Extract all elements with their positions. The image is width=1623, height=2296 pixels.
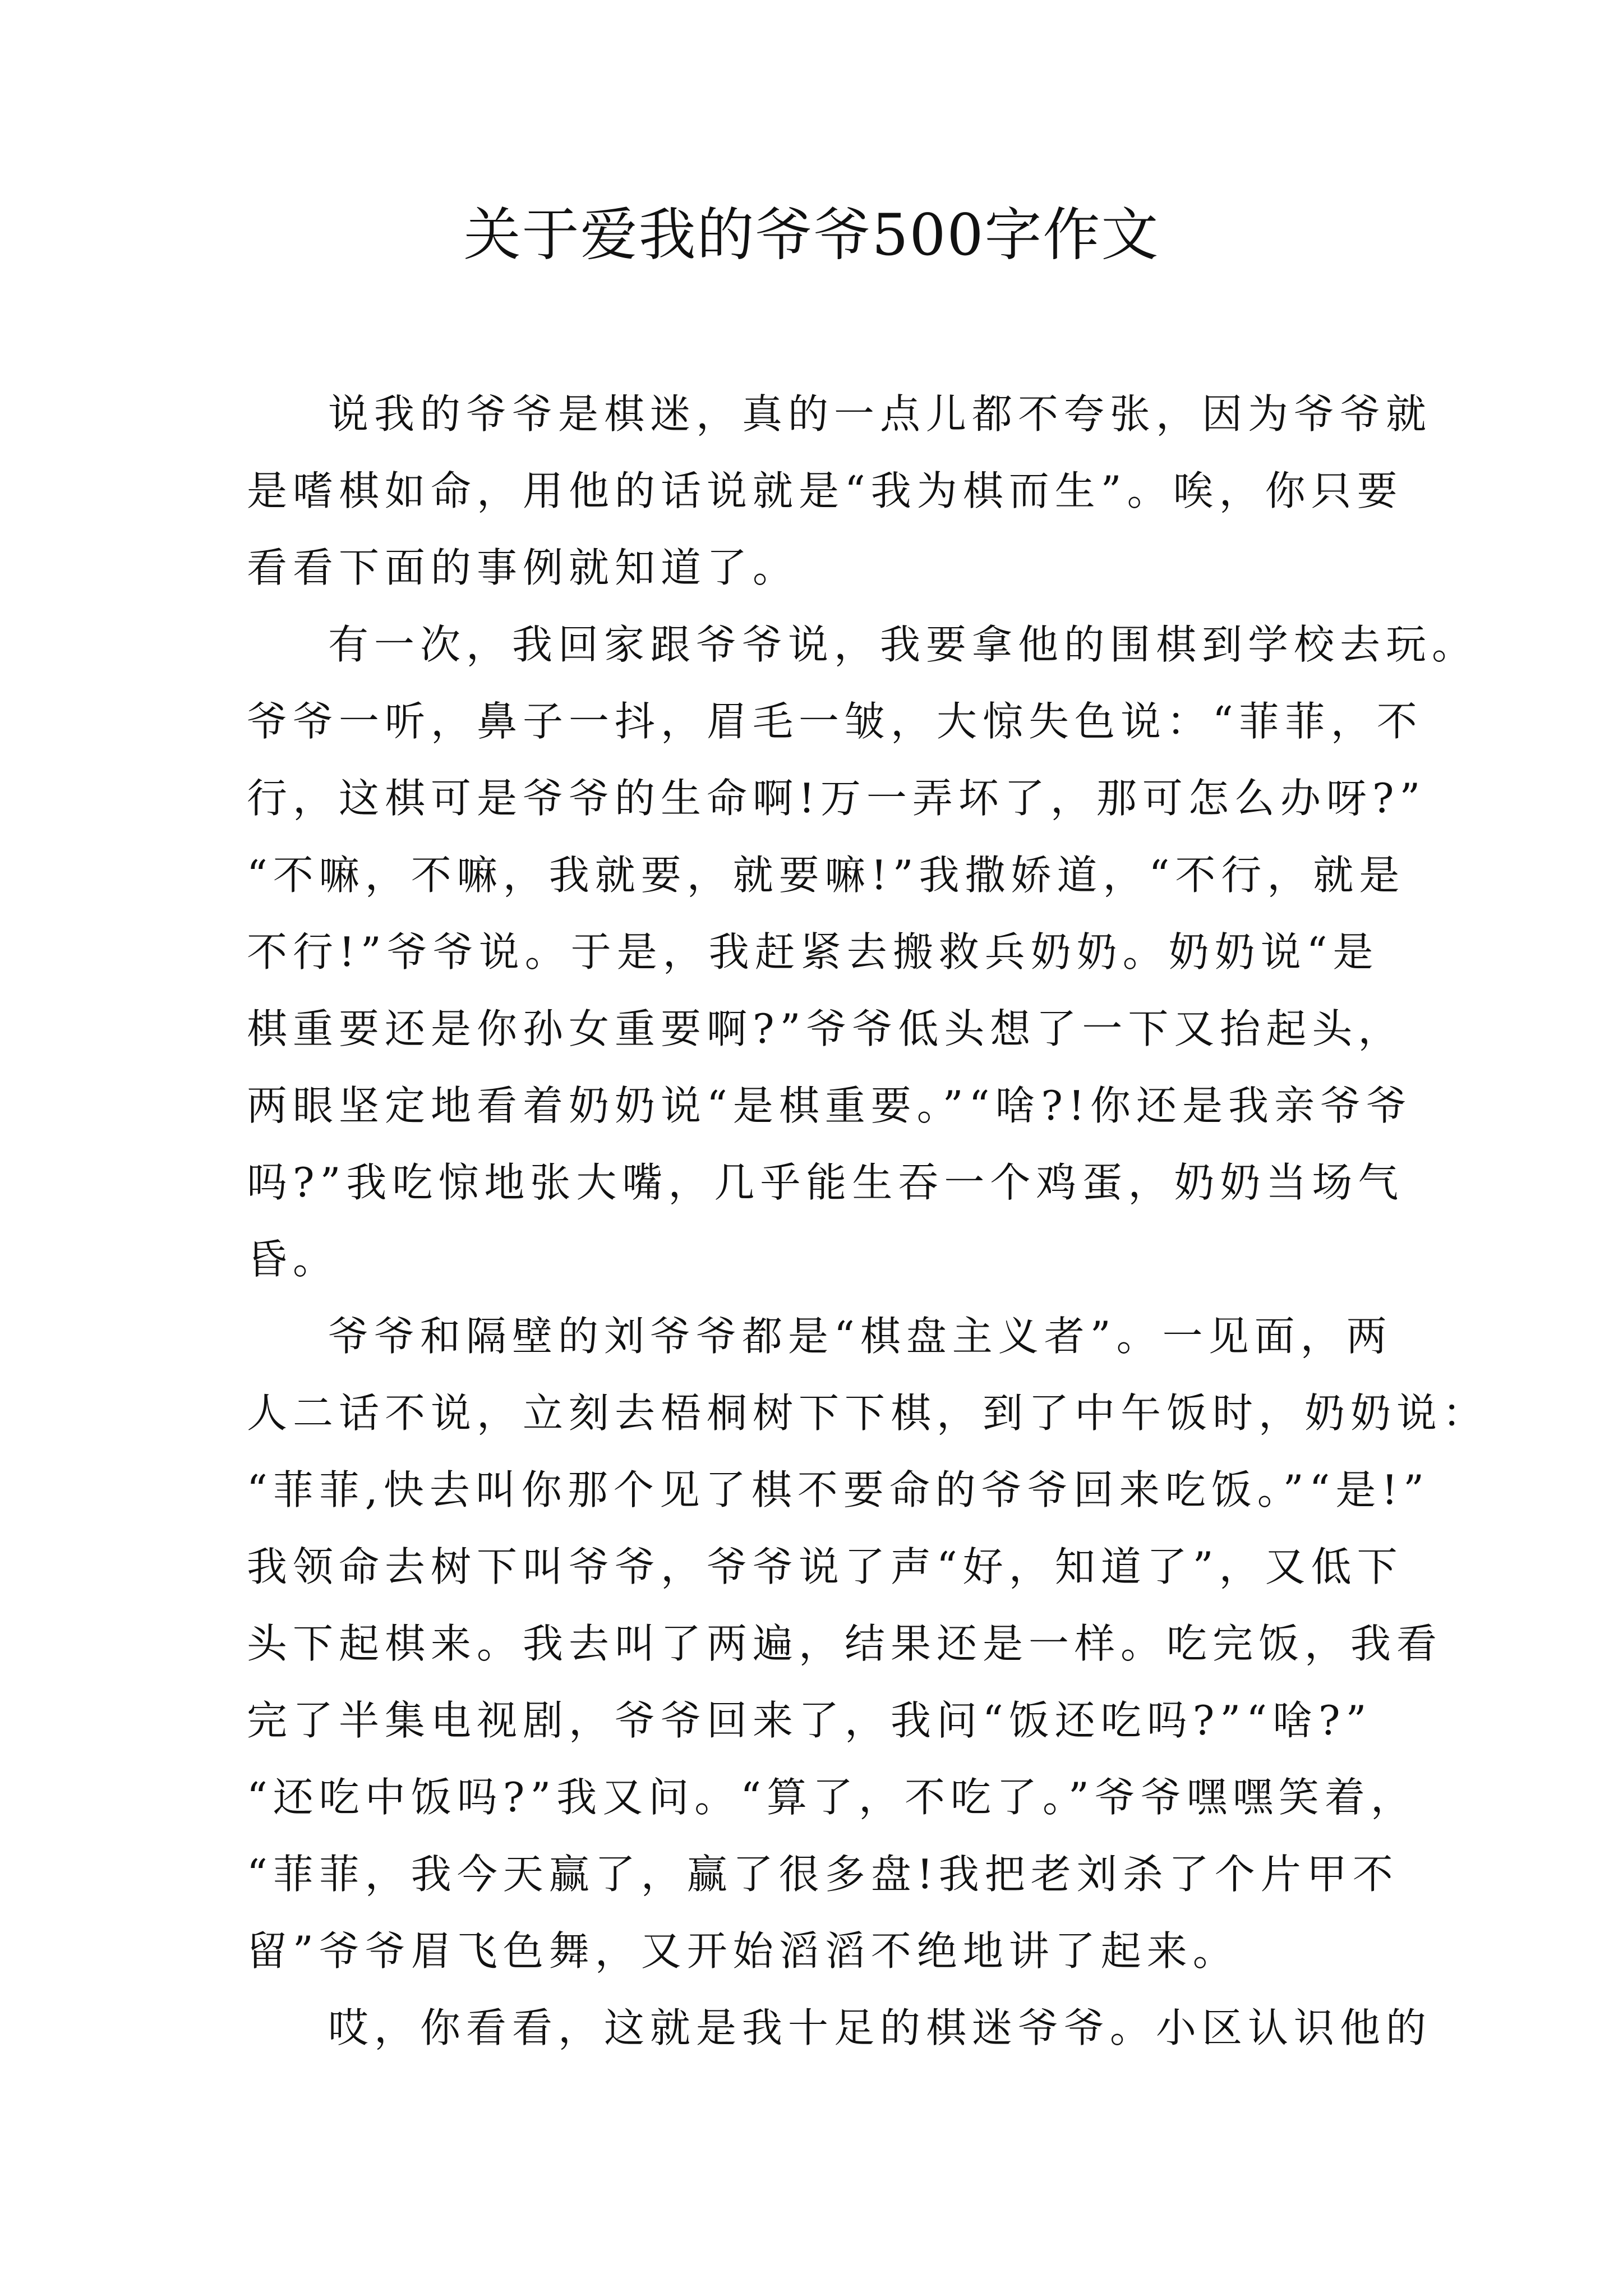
paragraph-line: 哎，你看看，这就是我十足的棋迷爷爷。小区认识他的: [328, 2004, 1432, 2051]
paragraph-line: 看看下面的事例就知道了。: [247, 544, 799, 591]
paragraph-line: 说我的爷爷是棋迷，真的一点儿都不夸张，因为爷爷就: [328, 390, 1432, 438]
paragraph-line: 行，这棋可是爷爷的生命啊!万一弄坏了，那可怎么办呀?”: [247, 775, 1426, 822]
paragraph-line: 昏。: [247, 1236, 339, 1283]
document-body: [247, 376, 1489, 2067]
paragraph-line: 有一次，我回家跟爷爷说，我要拿他的围棋到学校去玩。: [328, 621, 1478, 668]
paragraph-line: “菲菲,快去叫你那个见了棋不要命的爷爷回来吃饭。”“是!”: [247, 1466, 1430, 1513]
paragraph-line: 棋重要还是你孙女重要啊?”爷爷低头想了一下又抬起头，: [247, 1005, 1404, 1052]
paragraph-line: 两眼坚定地看着奶奶说“是棋重要。”“啥?!你还是我亲爷爷: [247, 1082, 1412, 1129]
paragraph-line: “菲菲，我今天赢了，赢了很多盘!我把老刘杀了个片甲不: [247, 1851, 1399, 1898]
paragraph-line: “还吃中饭吗?”我又问。“算了，不吃了。”爷爷嘿嘿笑着，: [247, 1774, 1417, 1821]
paragraph-line: 不行!”爷爷说。于是，我赶紧去搬救兵奶奶。奶奶说“是: [247, 928, 1379, 976]
paragraph-line: 是嗜棋如命，用他的话说就是“我为棋而生”。唉，你只要: [247, 467, 1403, 514]
paragraph-line: 爷爷和隔壁的刘爷爷都是“棋盘主义者”。一见面，两: [328, 1313, 1393, 1360]
paragraph-line: 留”爷爷眉飞色舞，又开始滔滔不绝地讲了起来。: [247, 1927, 1239, 1975]
paragraph-line: 完了半集电视剧，爷爷回来了，我问“饭还吃吗?”“啥?”: [247, 1697, 1372, 1744]
paragraph-line: 人二话不说，立刻去梧桐树下下棋，到了中午饭时，奶奶说：: [247, 1389, 1489, 1437]
paragraph-line: “不嘛，不嘛，我就要，就要嘛!”我撒娇道，“不行，就是: [247, 852, 1405, 899]
document-title: 关于爱我的爷爷500字作文: [463, 202, 1160, 269]
paragraph-line: 我领命去树下叫爷爷，爷爷说了声“好，知道了”，又低下: [247, 1543, 1403, 1590]
paragraph-line: 头下起棋来。我去叫了两遍，结果还是一样。吃完饭，我看: [247, 1620, 1443, 1667]
paragraph-line: 吗?”我吃惊地张大嘴，几乎能生吞一个鸡蛋，奶奶当场气: [247, 1159, 1404, 1206]
paragraph-line: 爷爷一听，鼻子一抖，眉毛一皱，大惊失色说：“菲菲，不: [247, 698, 1423, 745]
